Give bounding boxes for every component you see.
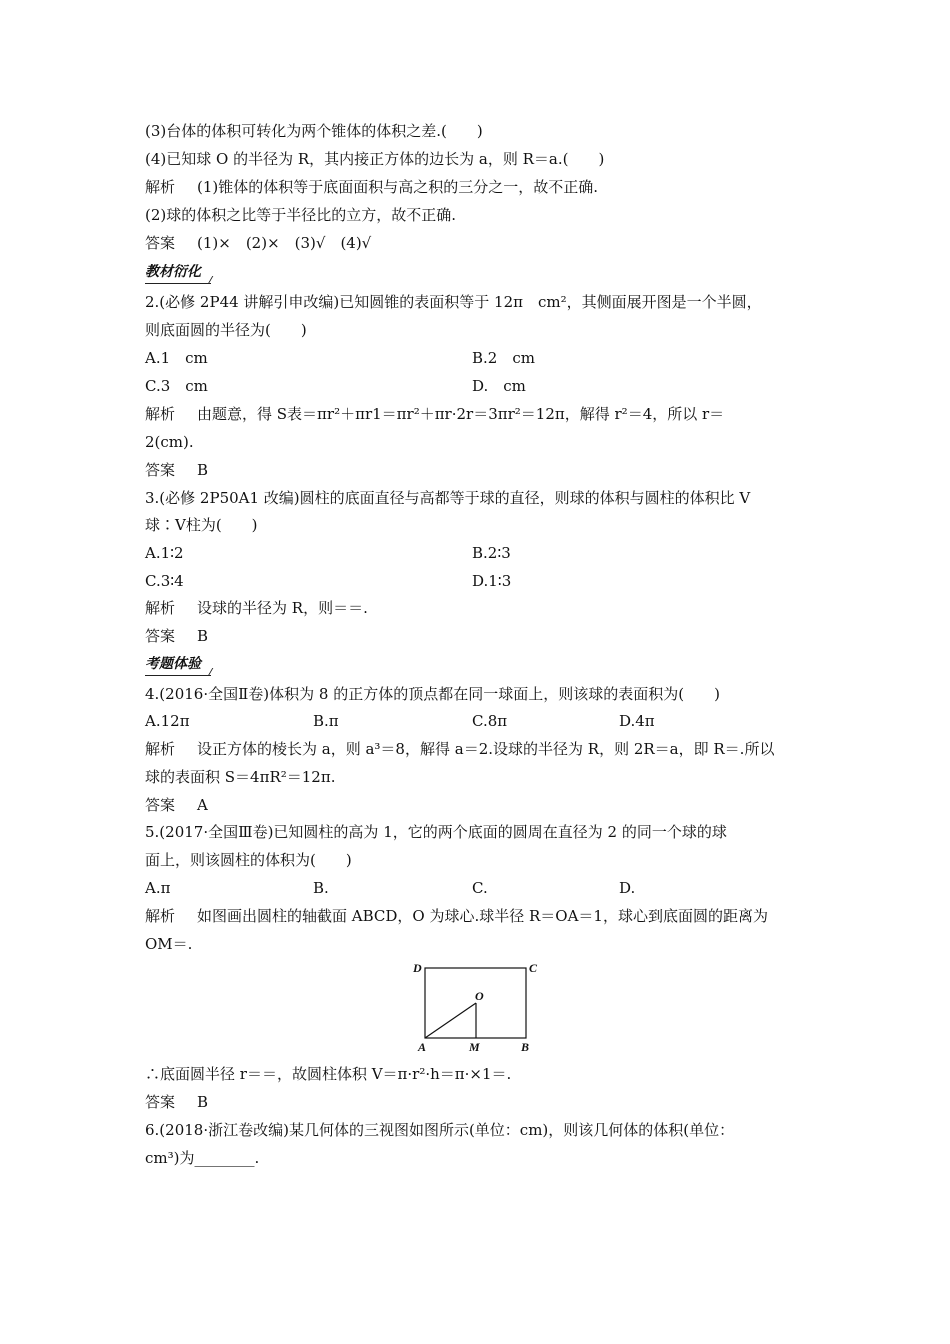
question-6-stem-cont: cm³)为________. <box>145 1149 260 1167</box>
question-2-solution <box>145 404 724 424</box>
option-a: A.12π <box>145 712 190 730</box>
section-heading-textbook: 教材衍化 <box>145 263 211 281</box>
question-5-options <box>145 878 845 898</box>
solution-line <box>145 177 598 197</box>
question-3-options-row-1 <box>145 543 845 563</box>
question-5-answer <box>145 1092 208 1112</box>
solution-text: 由题意，得 S表＝πr²＋πr1＝πr²＋πr·2r＝3πr²＝12π，解得 r²＝4，所以 r＝ <box>197 405 725 423</box>
option-d: D. cm <box>472 377 526 395</box>
label-d: D <box>413 961 422 975</box>
question-3-solution <box>145 598 368 618</box>
question-3-answer <box>145 626 208 646</box>
option-a: A.π <box>145 879 171 897</box>
option-c: C. <box>472 879 488 897</box>
question-5-solution <box>145 906 768 926</box>
option-b: B.2 cm <box>472 349 535 367</box>
question-2-options-row-2 <box>145 376 845 396</box>
label-o: O <box>475 989 484 1003</box>
label-b: B <box>521 1040 530 1054</box>
segment-oa <box>425 1003 476 1038</box>
section-heading-exam: 考题体验 <box>145 655 211 673</box>
question-2-options-row-1 <box>145 348 845 368</box>
solution-text: (1)锥体的体积等于底面面积与高之积的三分之一，故不正确. <box>197 178 599 196</box>
option-b: B. <box>313 879 329 897</box>
question-2-answer <box>145 460 208 480</box>
question-4-solution-cont: 球的表面积 S＝4πR²＝12π. <box>145 768 336 786</box>
question-5-solution-end: ∴底面圆半径 r＝＝，故圆柱体积 V＝π·r²·h＝π·×1＝. <box>145 1065 512 1083</box>
option-c: C.3 cm <box>145 377 208 395</box>
answer-tag: 答案 <box>145 796 176 814</box>
question-4-solution <box>145 739 774 759</box>
question-4-answer <box>145 795 208 815</box>
option-b: B.2∶3 <box>472 544 511 562</box>
option-d: D.4π <box>619 712 655 730</box>
question-4-options <box>145 711 845 731</box>
answer-tag: 答案 <box>145 234 176 252</box>
label-a: A <box>418 1040 427 1054</box>
answer-value: A <box>197 796 208 814</box>
answer-tag: 答案 <box>145 461 176 479</box>
option-c: C.3∶4 <box>145 572 184 590</box>
answer-value: B <box>197 461 209 479</box>
solution-tag: 解析 <box>145 178 176 196</box>
solution-tag: 解析 <box>145 599 176 617</box>
cylinder-cross-section-figure <box>405 955 545 1055</box>
option-d: D.1∶3 <box>472 572 512 590</box>
question-5-solution-cont: OM＝. <box>145 935 193 953</box>
answer-value: B <box>197 1093 209 1111</box>
option-a: A.1 cm <box>145 349 208 367</box>
question-2-stem: 2.(必修 2P44 讲解引申改编)已知圆锥的表面积等于 12π cm²，其侧面展开图是一个半圆， <box>145 293 762 311</box>
question-3-stem-cont: 球∶V柱为( ) <box>145 516 258 534</box>
option-d: D. <box>619 879 636 897</box>
answer-line <box>145 233 371 253</box>
answer-value: B <box>197 627 209 645</box>
answer-tag: 答案 <box>145 627 176 645</box>
solution-text: 设球的半径为 R，则＝＝. <box>197 599 368 617</box>
statement-3: (3)台体的体积可转化为两个锥体的体积之差.( ) <box>145 122 483 140</box>
question-6-stem: 6.(2018·浙江卷改编)某几何体的三视图如图所示(单位：cm)，则该几何体的体积(单位： <box>145 1121 735 1139</box>
solution-text: 如图画出圆柱的轴截面 ABCD，O 为球心.球半径 R＝OA＝1，球心到底面圆的距离为 <box>197 907 768 925</box>
question-3-stem: 3.(必修 2P50A1 改编)圆柱的底面直径与高都等于球的直径，则球的体积与圆柱的体积比 V <box>145 489 751 507</box>
solution-line-2: (2)球的体积之比等于半径比的立方，故不正确. <box>145 206 457 224</box>
option-c: C.8π <box>472 712 508 730</box>
question-2-stem-cont: 则底面圆的半径为( ) <box>145 321 307 339</box>
option-a: A.1∶2 <box>145 544 184 562</box>
solution-text: 设正方体的棱长为 a，则 a³＝8，解得 a＝2.设球的半径为 R，则 2R＝a，即 R＝.所以 <box>197 740 775 758</box>
solution-tag: 解析 <box>145 907 176 925</box>
label-c: C <box>529 961 538 975</box>
statement-4: (4)已知球 O 的半径为 R，其内接正方体的边长为 a，则 R＝a.( ) <box>145 150 605 168</box>
question-3-options-row-2 <box>145 571 845 591</box>
label-m: M <box>469 1040 480 1054</box>
question-2-solution-cont: 2(cm). <box>145 433 194 451</box>
question-5-stem-cont: 面上，则该圆柱的体积为( ) <box>145 851 352 869</box>
question-5-stem: 5.(2017·全国Ⅲ卷)已知圆柱的高为 1，它的两个底面的圆周在直径为 2 的同一个球的球 <box>145 823 727 841</box>
answer-text: (1)× (2)× (3)√ (4)√ <box>197 234 372 252</box>
answer-tag: 答案 <box>145 1093 176 1111</box>
solution-tag: 解析 <box>145 740 176 758</box>
option-b: B.π <box>313 712 339 730</box>
solution-tag: 解析 <box>145 405 176 423</box>
question-4-stem: 4.(2016·全国Ⅱ卷)体积为 8 的正方体的顶点都在同一球面上，则该球的表面积为( ) <box>145 685 720 703</box>
